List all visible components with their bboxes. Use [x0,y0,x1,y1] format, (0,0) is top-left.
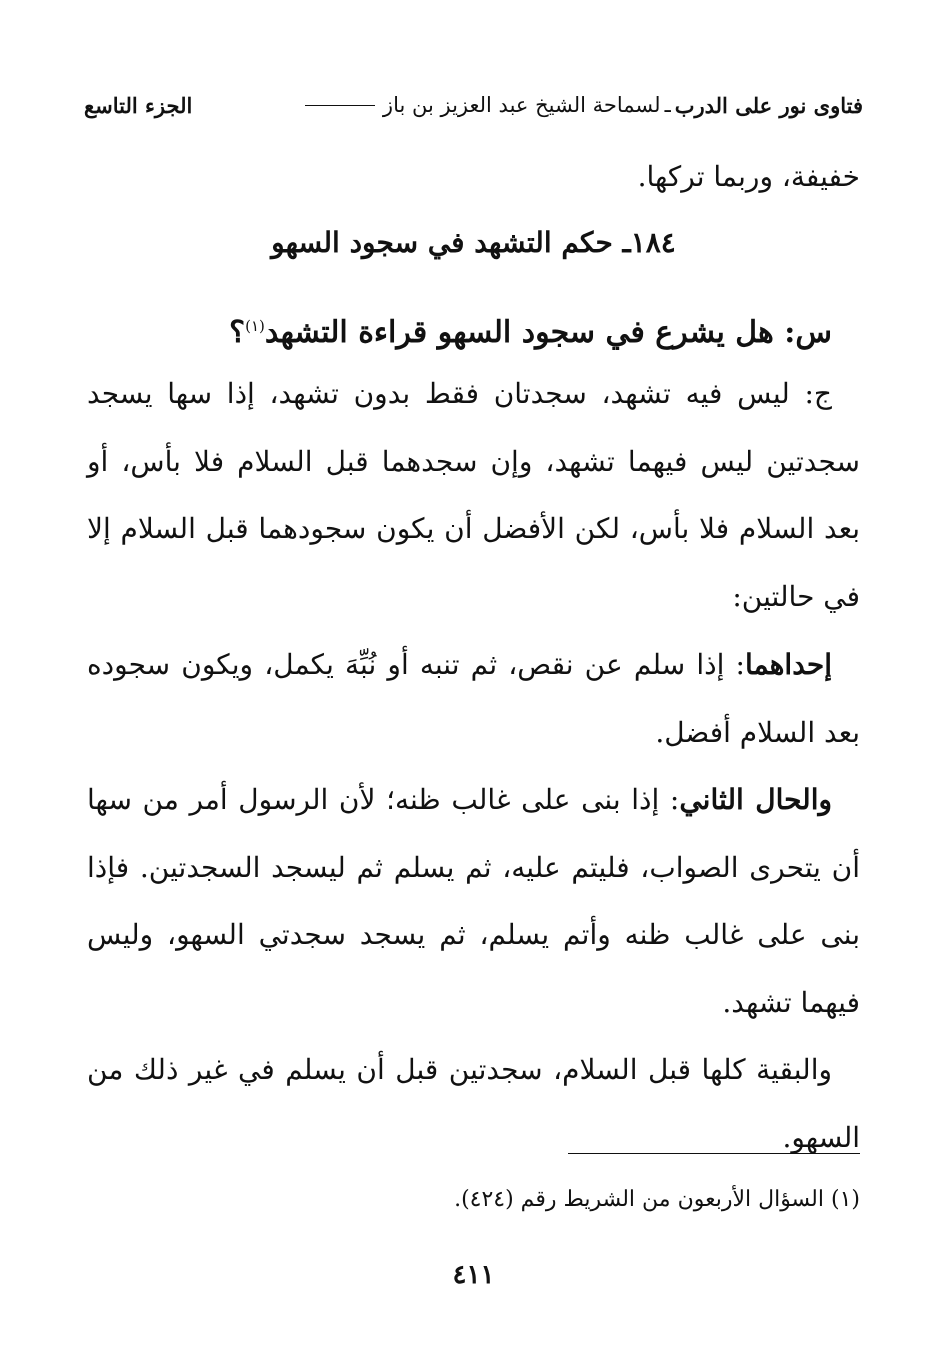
volume-label: الجزء التاسع [84,92,193,118]
answer-label-2: والحال الثاني [679,783,833,816]
answer-paragraph-3 [87,766,860,1036]
question-text: س: هل يشرع في سجود السهو قراءة التشهد [264,315,832,350]
header-dash [305,105,375,106]
continuation-paragraph: خفيفة، وربما تركها. [637,160,860,193]
page-number: ٤١١ [452,1260,495,1290]
answer-label-1: إحداهما [744,648,832,681]
answer-text-2: : إذا سلم عن نقص، ثم تنبه أو نُبِّهَ يكمل، ويكون سجوده بعد السلام أفضل. [87,648,860,749]
question-mark: ؟ [229,315,246,350]
section-title: ١٨٤ـ حكم التشهد في سجود السهو [271,226,676,259]
answer-text-3: : إذا بنى على غالب ظنه؛ لأن الرسول أمر من سها أن يتحرى الصواب، فليتم عليه، ثم يسلم ثم ليسجد السجدتين. فإذا بنى على غالب ظنه وأتم يسلم، ثم يسجد سجدتي السهو، وليس فيهما تشهد. [87,783,860,1019]
author-name: لسماحة الشيخ عبد العزيز بن باز [382,93,661,117]
answer-paragraph-1: ج: ليس فيه تشهد، سجدتان فقط بدون تشهد، إذا سها يسجد سجدتين ليس فيهما تشهد، وإن سجدهما قبل السلام فلا بأس، أو بعد السلام فلا بأس، لكن الأفضل أن يكون سجودهما قبل السلام إلا في حالتين: [87,377,860,613]
continuation-text [87,143,860,211]
answer-paragraph-4: والبقية كلها قبل السلام، سجدتين قبل أن يسلم في غير ذلك من السهو. [87,1053,860,1154]
book-title: فتاوى نور على الدرب [674,92,863,118]
answer-block [87,360,860,1171]
footnote-text: (١) السؤال الأربعون من الشريط رقم (٤٢٤). [454,1187,860,1212]
question-paragraph [87,298,860,361]
running-header [84,88,863,122]
footnote-ref: (١) [245,317,265,335]
header-separator: ـ [664,93,671,117]
footnote-divider [568,1153,860,1154]
answer-paragraph-2 [87,631,860,766]
